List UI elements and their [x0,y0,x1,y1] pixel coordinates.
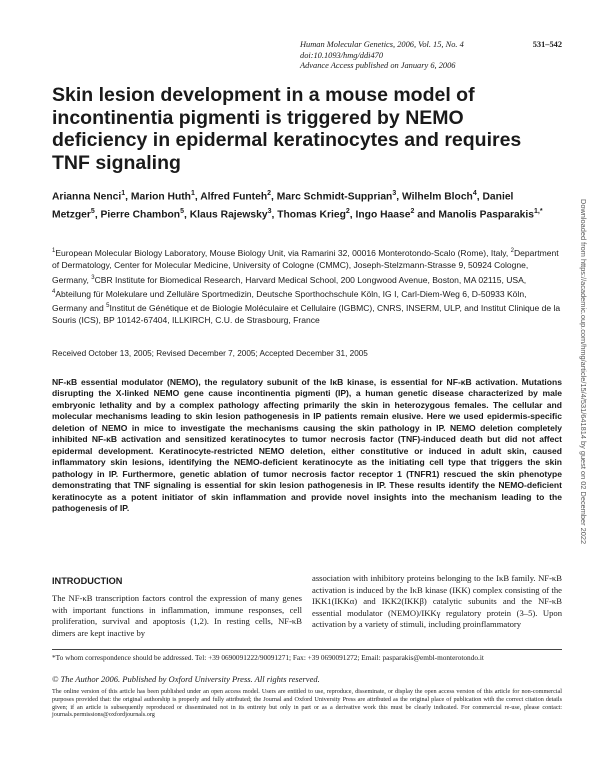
author-name: Arianna Nenci [52,191,122,203]
affiliation-number: 5 [106,303,110,310]
received-dates: Received October 13, 2005; Revised December 7, 2005; Accepted December 31, 2005 [52,349,368,358]
author-name: Alfred Funteh [200,191,268,203]
footnote-divider [52,649,562,650]
author-name: Klaus Rajewsky [189,209,268,221]
author-name: Wilhelm Bloch [402,191,473,203]
author-affiliation-marker: 3 [392,190,397,197]
article-title: Skin lesion development in a mouse model of incontinentia pigmenti is triggered by NEMO deficiency in epidermal keratinocytes and requires TNF signaling [52,84,522,174]
affiliation-text: Institut de Génétique et de Biologie Moléculaire et Cellulaire (IGBMC), CNRS, INSERM, ULP, and Institut Clinique de la Souris (ICS), BP 10142-67404, ILLKIRCH, C.U. de Strasbourg, France [52,303,561,326]
author-list: Arianna Nenci$^1$, Marion Huth$^1$, Alfred Funteh$^2$, Marc Schmidt-Supprian$^3$, Wilhelm Bloch$^4$, Daniel Metzger$^5$, Pierre Chambon$^5$, Klaus Rajewsky$^3$, Thomas Krieg$^2$, Ingo Haase$^2$ and Manolis Pasparakis$^{1,*}$ [52,190,543,221]
advance-access-date: Advance Access published on January 6, 2006 [300,61,456,70]
author-affiliation-marker: 2 [267,190,272,197]
section-heading-introduction: INTRODUCTION [52,576,123,586]
correspondence-footnote: *To whom correspondence should be addressed. Tel: +39 0690091222/90091271; Fax: +39 0690091272; Email: pasparakis@embl-monterotondo.it [52,653,484,662]
author-name: Marion Huth [130,191,191,203]
affiliation-text: European Molecular Biology Laboratory, Mouse Biology Unit, via Ramarini 32, 00016 Monterotondo-Scalo (Rome), Italy, [55,247,511,258]
author-affiliation-marker: 1 [190,190,195,197]
author-affiliation-marker: 1 [121,190,126,197]
body-column-right: association with inhibitory proteins belonging to the IκB family. NF-κB activation is induced by the IκB kinase (IKK) complex consisting of the IKK1(IKKα) and IKK2(IKKβ) catalytic subunits and the NF-κB essential modulator (NEMO)/IKKγ regulatory protein (3–5). Upon activation by a variety of stimuli, including proinflammatory [312,573,562,629]
affiliations [52,245,562,327]
download-watermark: Downloaded from https://academic.oup.com/hmg/article/15/4/531/641814 by guest on 02 December 2022 [579,199,588,545]
author-name: and Manolis Pasparakis [417,209,534,221]
copyright-notice: © The Author 2006. Published by Oxford University Press. All rights reserved. [52,674,320,684]
author-affiliation-marker: 5 [180,208,184,216]
affiliation-number: 1 [52,248,56,254]
author-name: Marc Schmidt-Supprian [276,191,393,203]
affiliation-text: CBR Institute for Biomedical Research, Harvard Medical School, 200 Longwood Avenue, Boston, MA 02115, USA, [94,274,527,285]
author-name: Pierre Chambon [100,209,181,221]
journal-citation: Human Molecular Genetics, 2006, Vol. 15, No. 4 [300,40,464,49]
affiliation-text: Department of Dermatology, Center for Molecular Medicine, University of Cologne (CMMC), Joseph-Stelzmann-Strasse 9, 50924 Cologne, Germany, [52,247,559,285]
author-affiliation-marker: 2 [410,208,415,216]
author-affiliation-marker: 3 [267,208,272,216]
author-name: Ingo Haase [355,209,411,221]
affiliation-number: 2 [510,248,514,254]
author-affiliation-marker: 1,* [534,208,543,216]
author-name: Daniel Metzger [52,191,514,221]
abstract: NF-κB essential modulator (NEMO), the regulatory subunit of the IκB kinase, is essential for NF-κB activation. Mutations disrupting the X-linked NEMO gene cause incontinentia pigmenti (IP), a human genetic disease characterized by male embryonic lethality and by a complex pathology affecting primarily the skin in heterozygous females. The cellular and molecular mechanisms leading to skin lesion pathogenesis in IP patients remain elusive. Here we used epidermis-specific deletion of NEMO in mice to investigate the mechanisms causing the skin pathology in IP. NEMO deletion completely inhibited NF-κB activation and sensitized keratinocytes to tumor necrosis factor (TNF)-induced death but did not affect epidermal development. Keratinocyte-restricted NEMO deletion, either constitutive or induced in adult skin, caused inflammatory skin lesions, identifying the NEMO-deficient keratinocyte as the initiating cell type that triggers the skin pathology in IP. Furthermore, genetic ablation of tumor necrosis factor receptor 1 (TNFR1) rescued the skin phenotype demonstrating that TNF signaling is essential for skin lesion pathogenesis in IP. These results identify the NEMO-deficient keratinocyte as a potent initiator of skin inflammation and provide novel insights into the mechanism leading to the pathogenesis of IP. [52,377,562,513]
author-name: Thomas Krieg [277,209,346,221]
open-access-notice: The online version of this article has been published under an open access model. Users are entitled to use, reproduce, disseminate, or display the open access version of this article for non-commercial purposes provided that: the original authorship is properly and fully attributed; the Journal and Oxford University Press are attributed as the original place of publication with the correct citation details given; if an article is subsequently reproduced or disseminated not in its entirety but only in part or as a derivative work this must be clearly indicated. For commercial re-use, please contact: journals.permissions@oxfordjournals.org [52,688,562,719]
affiliation-number: 3 [91,274,95,281]
page-range: 531–542 [532,40,562,49]
journal-header [300,40,562,72]
author-affiliation-marker: 5 [90,208,95,216]
author-affiliation-marker: 4 [472,190,477,197]
body-column-left: The NF-κB transcription factors control the expression of many genes with important functions in inflammation, immune responses, cell proliferation, survival and apoptosis (1,2). In resting cells, NF-κB dimers are kept inactive by [52,593,302,638]
affiliation-number: 4 [52,288,56,295]
author-affiliation-marker: 2 [345,208,350,216]
affiliation-text: Abteilung für Molekulare und Zelluläre Sportmedizin, Deutsche Sporthochschule Köln, IG I, Carl-Diem-Weg 6, D-50933 Köln, Germany and [52,288,527,313]
doi[interactable]: doi:10.1093/hmg/ddi470 [300,50,384,60]
